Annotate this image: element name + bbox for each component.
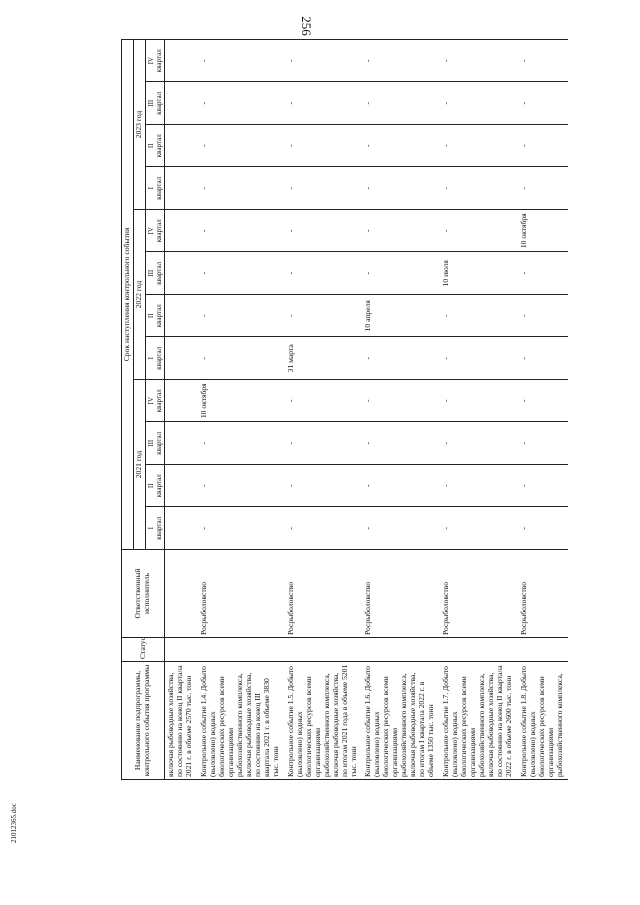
term-cell: - <box>518 507 569 550</box>
term-cell: - <box>362 82 440 125</box>
header-quarter <box>145 380 165 423</box>
term-cell: - <box>440 422 518 465</box>
term-cell: - <box>198 210 285 253</box>
term-cell: - <box>440 465 518 508</box>
quarter-label: квартал <box>155 346 164 370</box>
quarter-label: квартал <box>155 134 164 158</box>
event-status <box>198 638 285 662</box>
event-status <box>165 638 198 662</box>
header-quarter <box>145 167 165 210</box>
term-cell: - <box>362 125 440 168</box>
term-cell: - <box>285 380 363 423</box>
term-cell: - <box>440 337 518 380</box>
term-cell <box>165 465 198 508</box>
event-responsible: Росрыболовство <box>285 550 363 638</box>
term-cell: - <box>518 380 569 423</box>
table-row <box>165 39 198 779</box>
table-row <box>518 39 569 779</box>
term-cell: - <box>518 82 569 125</box>
quarter-number: II <box>146 143 155 149</box>
quarter-number: IV <box>146 57 155 65</box>
event-name: Контрольное событие 1.4. Добыто (выловлено) водных биологических ресурсов всеми организациями рыбохозяйственного комплекса, включая рыбоводные хозяйства, по состоянию на конец III квартала 2021 г. в объеме 3830 тыс. тонн <box>198 662 285 780</box>
table-row <box>362 39 440 779</box>
term-cell: - <box>518 465 569 508</box>
quarter-label: квартал <box>155 219 164 243</box>
event-name: Контрольное событие 1.7. Добыто (выловлено) водных биологических ресурсов всеми организациями рыбохозяйственного комплекса, включая рыбоводные хозяйства, по состоянию на конец II квартала 2022 г. в объеме 2600 тыс. тонн <box>440 662 518 780</box>
term-cell <box>165 295 198 338</box>
quarter-label: квартал <box>155 389 164 413</box>
document-filename: 21012365.doc <box>10 803 18 843</box>
quarter-label: квартал <box>155 304 164 328</box>
quarter-number: I <box>146 527 155 530</box>
event-responsible: Росрыболовство <box>518 550 569 638</box>
quarter-label: квартал <box>155 431 164 455</box>
table-body <box>165 39 569 779</box>
term-cell: - <box>518 295 569 338</box>
header-year-2023: 2023 год <box>133 39 145 209</box>
term-cell: 10 июля <box>440 252 518 295</box>
term-cell: - <box>198 422 285 465</box>
header-quarter <box>145 337 165 380</box>
header-term: Срок наступления контрольного события <box>122 39 134 549</box>
term-cell: - <box>518 125 569 168</box>
quarter-number: III <box>146 99 155 107</box>
term-cell: - <box>518 337 569 380</box>
event-status <box>440 638 518 662</box>
header-quarter <box>145 507 165 550</box>
term-cell: - <box>285 39 363 82</box>
term-cell: - <box>362 507 440 550</box>
term-cell: - <box>518 167 569 210</box>
event-name: Контрольное событие 1.8. Добыто (выловлено) водных биологических ресурсов всеми организациями рыбохозяйственного комплекса, <box>518 662 569 780</box>
quarter-number: I <box>146 187 155 190</box>
quarter-label: квартал <box>155 261 164 285</box>
event-status <box>362 638 440 662</box>
event-responsible: Росрыболовство <box>440 550 518 638</box>
header-quarter <box>145 465 165 508</box>
term-cell: - <box>285 252 363 295</box>
term-cell: - <box>440 82 518 125</box>
term-cell: - <box>518 39 569 82</box>
term-cell: - <box>198 295 285 338</box>
term-cell: - <box>285 422 363 465</box>
term-cell: - <box>362 337 440 380</box>
rotated-table-container <box>121 40 626 780</box>
term-cell: - <box>198 125 285 168</box>
header-responsible: Ответственный исполнитель <box>122 550 165 638</box>
term-cell: - <box>198 252 285 295</box>
header-status: Статус <box>122 638 165 662</box>
term-cell: - <box>362 167 440 210</box>
term-cell: - <box>440 125 518 168</box>
term-cell <box>165 337 198 380</box>
term-cell: - <box>285 465 363 508</box>
event-name: Контрольное событие 1.5. Добыто (выловлено) водных биологических ресурсов всеми организациями рыбохозяйственного комплекса, включая рыбоводные хозяйства, по итогам 2021 года в объеме 5201 тыс. тонн <box>285 662 363 780</box>
event-name: Контрольное событие 1.6. Добыто (выловлено) водных биологических ресурсов всеми организациями рыбохозяйственного комплекса, включая рыбоводные хозяйства, по итогам I квартала 2022 г. в объеме 1350 тыс. тонн <box>362 662 440 780</box>
quarter-number: IV <box>146 227 155 235</box>
term-cell: - <box>518 252 569 295</box>
header-quarter <box>145 422 165 465</box>
term-cell: - <box>362 422 440 465</box>
term-cell: - <box>440 167 518 210</box>
term-cell: - <box>362 39 440 82</box>
term-cell: - <box>285 167 363 210</box>
term-cell: - <box>440 210 518 253</box>
header-quarter <box>145 295 165 338</box>
term-cell <box>165 210 198 253</box>
quarter-label: квартал <box>155 49 164 73</box>
quarter-label: квартал <box>155 474 164 498</box>
quarter-number: II <box>146 313 155 319</box>
term-cell: - <box>362 380 440 423</box>
header-quarter <box>145 210 165 253</box>
header-year-2022: 2022 год <box>133 210 145 380</box>
term-cell: - <box>362 465 440 508</box>
term-cell <box>165 167 198 210</box>
quarter-label: квартал <box>155 516 164 540</box>
event-responsible: Росрыболовство <box>362 550 440 638</box>
event-status <box>518 638 569 662</box>
term-cell <box>165 422 198 465</box>
term-cell <box>165 125 198 168</box>
term-cell: 31 марта <box>285 337 363 380</box>
page-number: 256 <box>298 16 314 36</box>
event-responsible: Росрыболовство <box>198 550 285 638</box>
term-cell <box>165 82 198 125</box>
term-cell: - <box>198 507 285 550</box>
term-cell: - <box>198 167 285 210</box>
term-cell: 10 апреля <box>362 295 440 338</box>
header-quarter <box>145 125 165 168</box>
table-row <box>198 39 285 779</box>
term-cell: - <box>285 507 363 550</box>
term-cell: - <box>285 210 363 253</box>
term-cell: - <box>362 252 440 295</box>
header-quarter <box>145 39 165 82</box>
control-events-table <box>121 39 568 780</box>
term-cell <box>165 39 198 82</box>
term-cell <box>165 507 198 550</box>
event-status <box>285 638 363 662</box>
term-cell: - <box>285 125 363 168</box>
term-cell: - <box>198 82 285 125</box>
table-row <box>440 39 518 779</box>
term-cell: - <box>285 295 363 338</box>
term-cell: - <box>440 295 518 338</box>
term-cell: - <box>440 39 518 82</box>
table-row <box>285 39 363 779</box>
header-quarter <box>145 252 165 295</box>
term-cell <box>165 380 198 423</box>
term-cell: 10 октября <box>518 210 569 253</box>
term-cell: - <box>440 507 518 550</box>
term-cell: - <box>440 380 518 423</box>
quarter-number: III <box>146 269 155 277</box>
quarter-number: IV <box>146 397 155 405</box>
event-name: включая рыбоводные хозяйства, по состоянию на конец II квартала 2021 г. в объеме 2570 тыс. тонн <box>165 662 198 780</box>
term-cell: 10 октября <box>198 380 285 423</box>
term-cell: - <box>518 422 569 465</box>
event-responsible <box>165 550 198 638</box>
quarter-number: II <box>146 483 155 489</box>
quarter-number: I <box>146 357 155 360</box>
quarter-label: квартал <box>155 176 164 200</box>
quarter-label: квартал <box>155 91 164 115</box>
term-cell <box>165 252 198 295</box>
term-cell: - <box>198 39 285 82</box>
header-quarter <box>145 82 165 125</box>
quarter-number: III <box>146 439 155 447</box>
term-cell: - <box>362 210 440 253</box>
header-year-2021: 2021 год <box>133 380 145 550</box>
header-name: Наименование подпрограммы, контрольного события программы <box>122 662 165 780</box>
term-cell: - <box>285 82 363 125</box>
term-cell: - <box>198 465 285 508</box>
term-cell: - <box>198 337 285 380</box>
